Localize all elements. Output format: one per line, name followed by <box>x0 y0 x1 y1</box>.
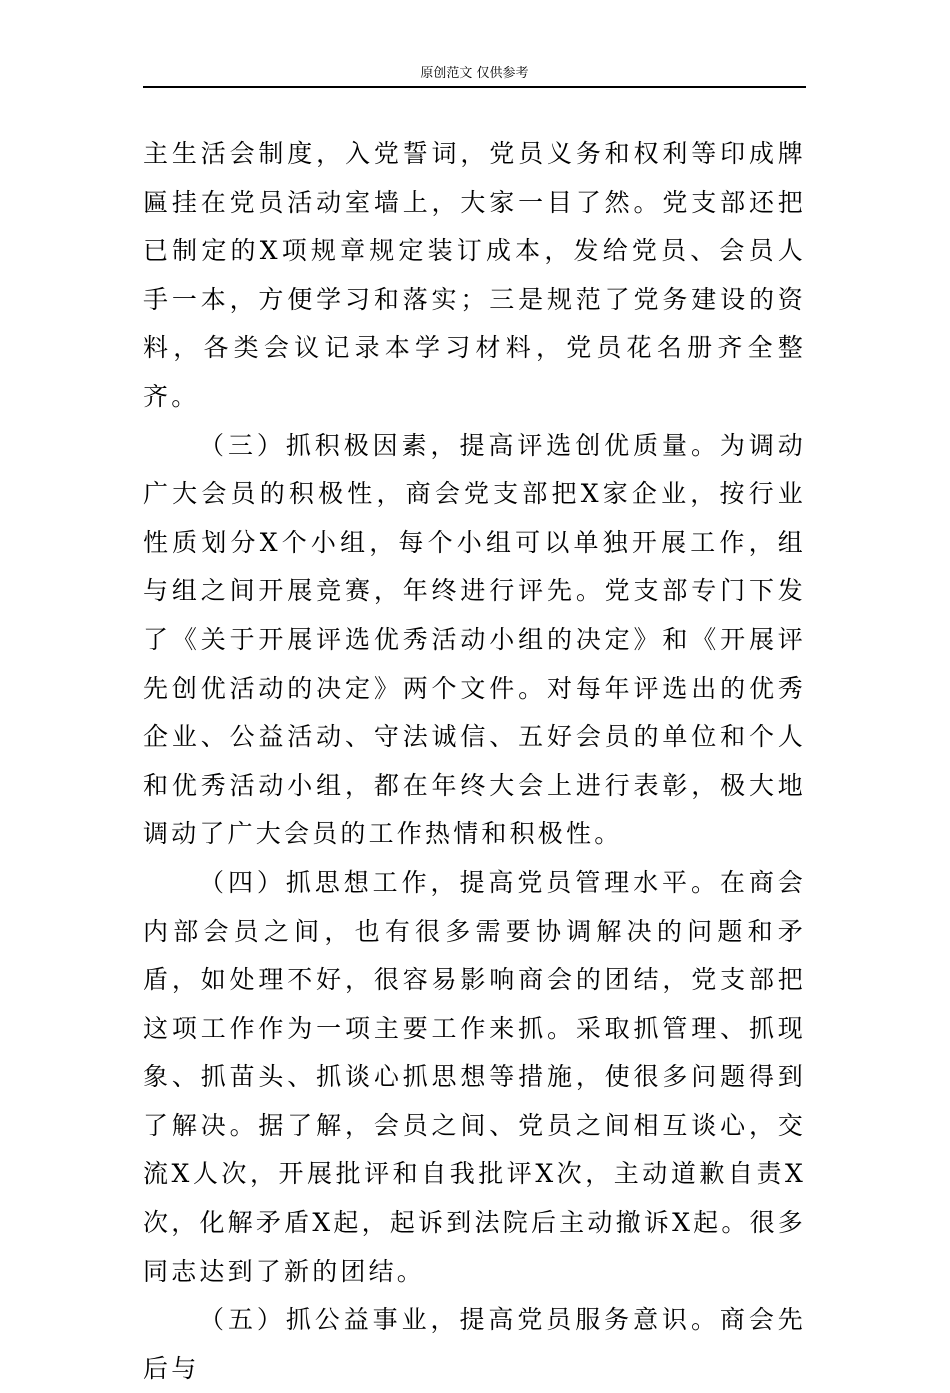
paragraph-section-5: （五）抓公益事业，提高党员服务意识。商会先后与 <box>143 1305 806 1383</box>
page-header: 原创范文 仅供参考 <box>420 66 529 81</box>
header-divider <box>143 86 806 88</box>
paragraph-section-3: （三）抓积极因素，提高评选创优质量。为调动广大会员的积极性，商会党支部把X家企业，按行业性质划分X个小组，每个小组可以单独开展工作，组与组之间开展竞赛，年终进行评先。党支部专门下发了《关于开展评选优秀活动小组的决定》和《开展评先创优活动的决定》两个文件。对每年评选出的优秀企业、公益活动、守法诚信、五好会员的单位和个人和优秀活动小组，都在年终大会上进行表彰，极大地调动了广大会员的工作热情和积极性。 <box>143 430 806 849</box>
paragraph-section-4: （四）抓思想工作，提高党员管理水平。在商会内部会员之间，也有很多需要协调解决的问题和矛盾，如处理不好，很容易影响商会的团结，党支部把这项工作作为一项主要工作来抓。采取抓管理、抓现象、抓苗头、抓谈心抓思想等措施，使很多问题得到了解决。据了解，会员之间、党员之间相互谈心，交流X人次，开展批评和自我批评X次，主动道歉自责X次，化解矛盾X起，起诉到法院后主动撤诉X起。很多同志达到了新的团结。 <box>143 867 806 1286</box>
document-body <box>143 130 806 1393</box>
paragraph-continuation: 主生活会制度，入党誓词，党员义务和权利等印成牌匾挂在党员活动室墙上，大家一目了然。党支部还把已制定的X项规章规定装订成本，发给党员、会员人手一本，方便学习和落实；三是规范了党务建设的资料，各类会议记录本学习材料，党员花名册齐全整齐。 <box>143 139 806 411</box>
